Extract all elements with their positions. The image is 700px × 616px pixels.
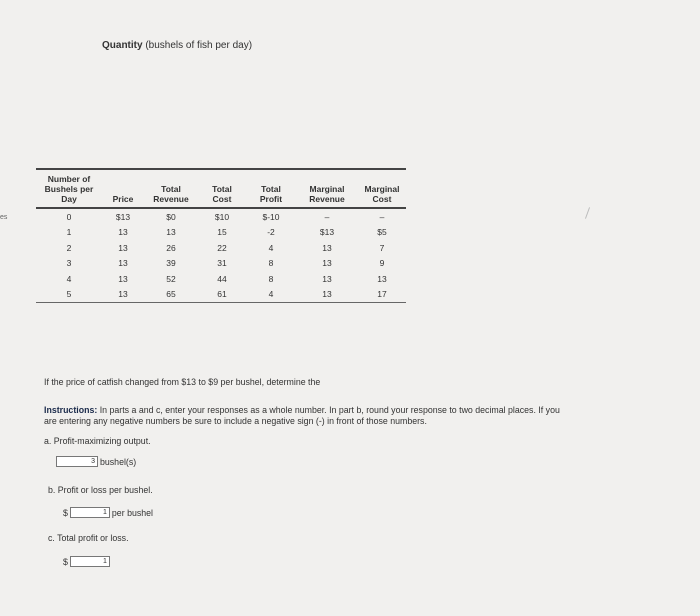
header-bushels: Number of Bushels per Day	[36, 169, 102, 208]
instructions-line-2: are entering any negative numbers be sure to include a negative sign (-) in front of those numbers.	[44, 416, 427, 426]
part-b-answer-row	[63, 507, 153, 518]
cell-total-profit: 8	[268, 273, 274, 284]
table-row	[36, 240, 406, 256]
caption-bold: Quantity	[102, 40, 143, 51]
cell-total-cost: 31	[217, 258, 227, 269]
cell-marginal-cost: 13	[377, 273, 387, 284]
cell-marginal-cost: 9	[379, 258, 385, 269]
cell-marginal-revenue: 13	[322, 273, 332, 284]
cursor-mark	[585, 207, 590, 219]
cell-total-cost: $10	[214, 211, 230, 222]
cell-price: 13	[118, 273, 128, 284]
part-b-dollar-sign: $	[63, 507, 68, 518]
part-b-input[interactable]: 1	[70, 507, 110, 518]
part-a-answer-row	[56, 456, 136, 467]
cell-quantity: 4	[66, 273, 72, 284]
cell-marginal-revenue: 13	[322, 258, 332, 269]
cell-quantity: 2	[66, 242, 72, 253]
cell-price: 13	[118, 258, 128, 269]
part-b-label: b. Profit or loss per bushel.	[48, 485, 153, 495]
table-row	[36, 287, 406, 303]
part-a-unit: bushel(s)	[100, 456, 137, 467]
cell-price: $13	[115, 211, 131, 222]
cell-price: 13	[118, 242, 128, 253]
cell-quantity: 3	[66, 258, 72, 269]
header-total-profit: Total Profit	[246, 169, 296, 208]
cell-total-profit: 4	[246, 287, 296, 303]
cell-total-profit: -2	[267, 227, 275, 238]
part-c-label: c. Total profit or loss.	[48, 533, 129, 543]
cell-total-revenue: 13	[166, 227, 176, 238]
table-row	[36, 208, 406, 225]
part-b-unit: per bushel	[111, 507, 153, 518]
caption-rest: (bushels of fish per day)	[142, 40, 253, 51]
cell-total-cost: 61	[198, 287, 246, 303]
cell-total-cost: 22	[217, 242, 227, 253]
header-marginal-revenue: Marginal Revenue	[296, 169, 358, 208]
header-price: Price	[102, 169, 144, 208]
cell-quantity: 0	[66, 211, 72, 222]
cell-marginal-revenue: 13	[322, 242, 332, 253]
quantity-axis-caption	[102, 40, 252, 51]
cell-total-profit: 4	[268, 242, 274, 253]
cell-marginal-revenue: $13	[319, 227, 335, 238]
cell-marginal-cost: 7	[379, 242, 385, 253]
cell-total-cost: 44	[217, 273, 227, 284]
part-a-input[interactable]: 3	[56, 456, 98, 467]
cell-total-profit: 8	[268, 258, 274, 269]
instructions	[44, 405, 560, 427]
cell-quantity: 1	[66, 227, 72, 238]
cell-marginal-cost: –	[379, 211, 385, 222]
table-row	[36, 256, 406, 272]
cell-total-revenue: $0	[166, 211, 176, 222]
cell-quantity: 5	[36, 287, 102, 303]
cost-revenue-table	[36, 168, 406, 303]
cell-marginal-cost: 17	[358, 287, 406, 303]
cell-total-cost: 15	[217, 227, 227, 238]
cell-total-revenue: 26	[166, 242, 176, 253]
cell-marginal-revenue: 13	[296, 287, 358, 303]
table-row	[36, 271, 406, 287]
part-a-label: a. Profit-maximizing output.	[44, 436, 151, 446]
header-total-cost: Total Cost	[198, 169, 246, 208]
cell-marginal-cost: $5	[377, 227, 387, 238]
cell-total-revenue: 39	[166, 258, 176, 269]
cell-price: 13	[102, 287, 144, 303]
cell-total-profit: $-10	[262, 211, 280, 222]
question-intro: If the price of catfish changed from $13 to $9 per bushel, determine the	[44, 377, 321, 387]
header-marginal-cost: Marginal Cost	[358, 169, 406, 208]
cell-total-revenue: 65	[144, 287, 198, 303]
instructions-line-1: In parts a and c, enter your responses as a whole number. In part b, round your response to two decimal places. If you	[97, 405, 560, 415]
edge-text: es	[0, 214, 8, 221]
part-c-answer-row	[63, 556, 110, 567]
part-c-input[interactable]: 1	[70, 556, 110, 567]
cell-marginal-revenue: –	[324, 211, 330, 222]
table-header-row	[36, 169, 406, 208]
header-total-revenue: Total Revenue	[144, 169, 198, 208]
part-c-dollar-sign: $	[63, 556, 68, 567]
instructions-label: Instructions:	[44, 405, 98, 415]
cell-total-revenue: 52	[166, 273, 176, 284]
table-row	[36, 225, 406, 241]
cell-price: 13	[118, 227, 128, 238]
